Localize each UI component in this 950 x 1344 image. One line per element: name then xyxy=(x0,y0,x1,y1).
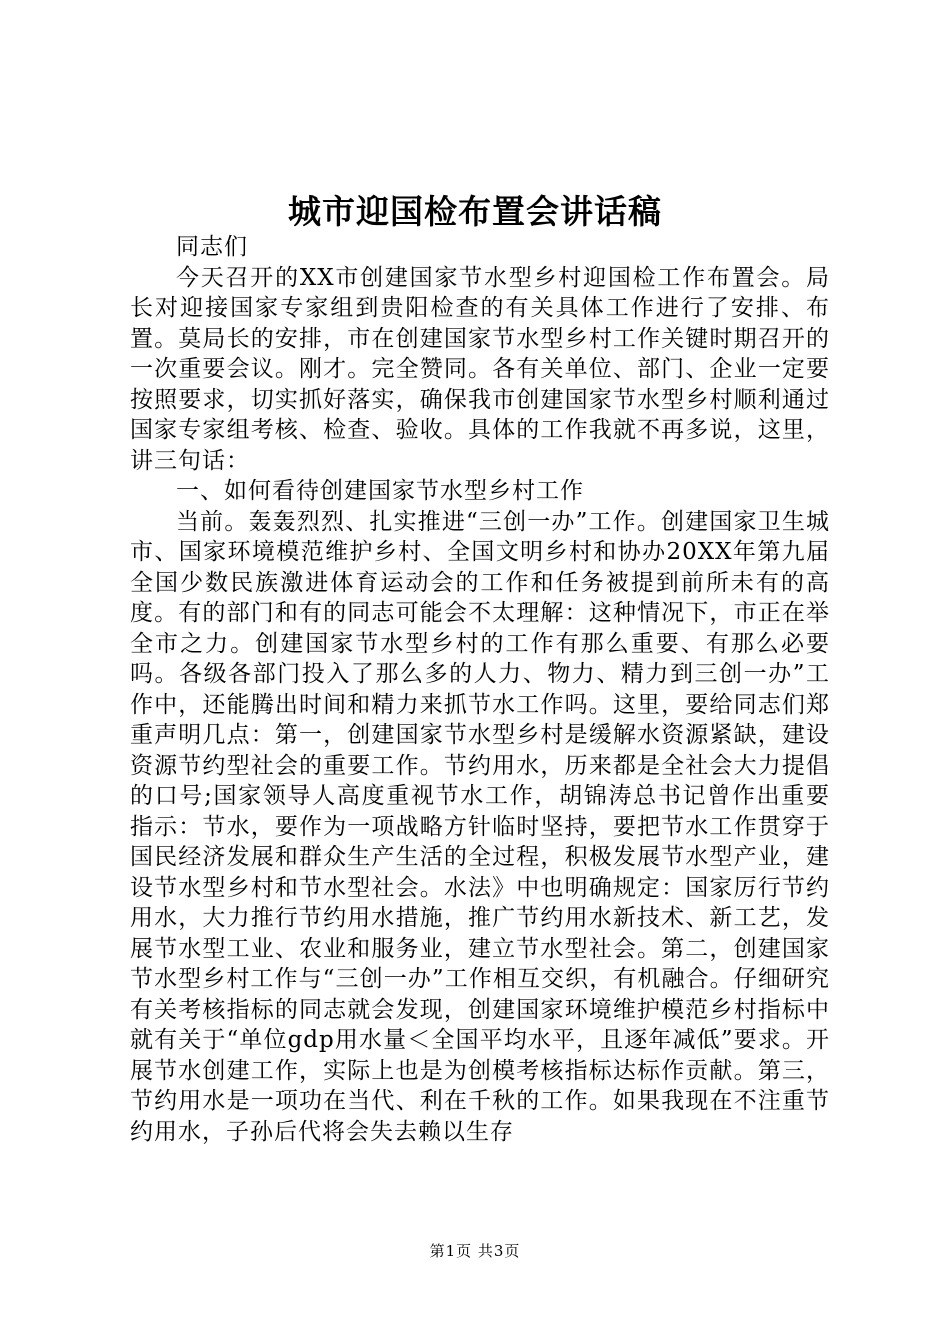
document-title: 城市迎国检布置会讲话稿 xyxy=(288,192,662,231)
salutation-paragraph: 同志们 xyxy=(176,234,248,260)
page-footer: 第1页 共3页 xyxy=(429,1242,521,1260)
section-heading: 一、如何看待创建国家节水型乡村工作 xyxy=(176,478,584,504)
intro-paragraph: 今天召开的XX市创建国家节水型乡村迎国检工作布置会。局长对迎接国家专家组到贵阳检查的有关具体工作进行了安排、布置。莫局长的安排，市在创建国家节水型乡村工作关键时期召开的一次重要会议。刚才。完全赞同。各有关单位、部门、企业一定要按照要求，切实抓好落实，确保我市创建国家节水型乡村顺利通过国家专家组考核、检查、验收。具体的工作我就不再多说，这里，讲三句话： xyxy=(130,264,830,474)
document-body xyxy=(130,232,830,1147)
body-paragraph: 当前。轰轰烈烈、扎实推进“三创一办”工作。创建国家卫生城市、国家环境模范维护乡村、全国文明乡村和协办20XX年第九届全国少数民族激进体育运动会的工作和任务被提到前所未有的高度。有的部门和有的同志可能会不太理解：这种情况下，市正在举全市之力。创建国家节水型乡村的工作有那么重要、有那么必要吗。各级各部门投入了那么多的人力、物力、精力到三创一办”工作中，还能腾出时间和精力来抓节水工作吗。这里，要给同志们郑重声明几点：第一，创建国家节水型乡村是缓解水资源紧缺，建设资源节约型社会的重要工作。节约用水，历来都是全社会大力提倡的口号;国家领导人高度重视节水工作，胡锦涛总书记曾作出重要指示：节水，要作为一项战略方针临时坚持，要把节水工作贯穿于国民经济发展和群众生产生活的全过程，积极发展节水型产业，建设节水型乡村和节水型社会。水法》中也明确规定：国家厉行节约用水，大力推行节约用水措施，推广节约用水新技术、新工艺，发展节水型工业、农业和服务业，建立节水型社会。第二，创建国家节水型乡村工作与“三创一办”工作相互交织，有机融合。仔细研究有关考核指标的同志就会发现，创建国家环境维护模范乡村指标中就有关于“单位gdp用水量＜全国平均水平，且逐年减低”要求。开展节水创建工作，实际上也是为创模考核指标达标作贡献。第三，节约用水是一项功在当代、利在千秋的工作。如果我现在不注重节约用水，子孙后代将会失去赖以生存 xyxy=(130,508,830,1145)
